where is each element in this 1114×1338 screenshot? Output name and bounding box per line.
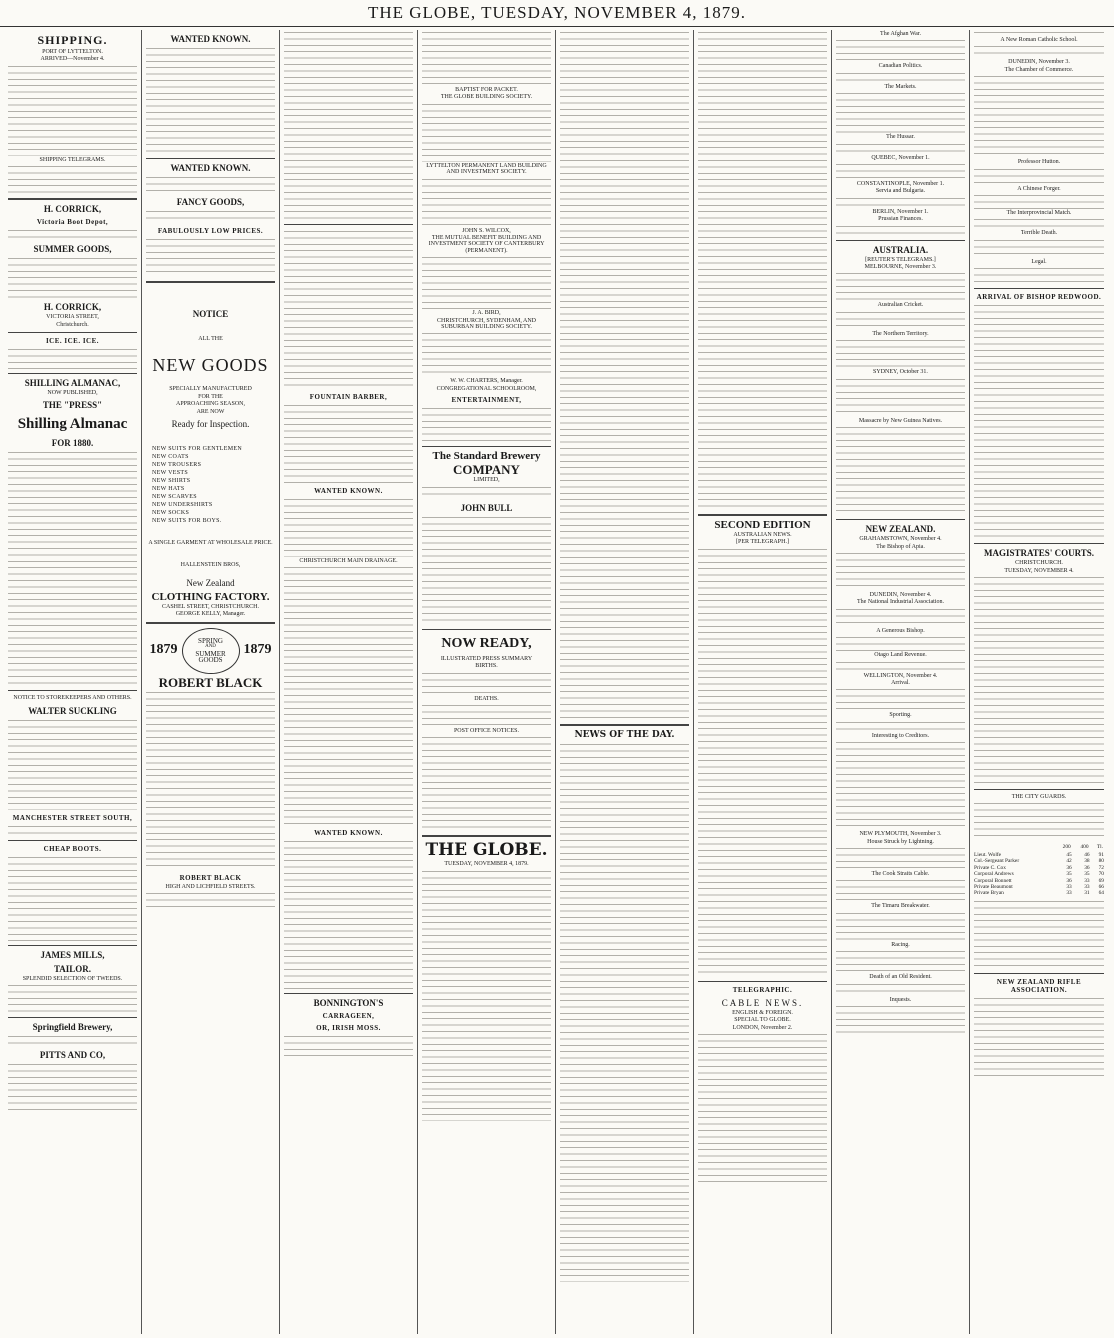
city-guards-text: [974, 801, 1104, 841]
goods-list-item: NEW HATS: [152, 486, 185, 493]
the-globe-heading: THE GLOBE.: [425, 840, 548, 861]
column-4: [418, 30, 556, 1334]
packet-text: [422, 30, 551, 86]
fountain-barber: FOUNTAIN BARBER,: [309, 393, 388, 401]
new-zealand-heading: New Zealand: [186, 577, 235, 588]
carrageen-heading: CARRAGEEN,: [322, 1012, 375, 1021]
divider: [836, 519, 965, 520]
divider: [422, 835, 551, 837]
james-mills-heading: JAMES MILLS,: [40, 949, 105, 960]
dunedin-dateline-2: DUNEDIN, November 3.: [1008, 59, 1070, 66]
cheap-boots-heading: CHEAP BOOTS.: [43, 844, 102, 853]
scores-table: [974, 843, 1104, 896]
approaching-season: APPROACHING SEASON,: [175, 401, 245, 408]
new-plymouth-dateline: NEW PLYMOUTH, November 3.: [859, 831, 942, 838]
robert-black-heading-2: ROBERT BLACK: [179, 873, 242, 882]
single-garment: A SINGLE GARMENT AT WHOLESALE PRICE.: [148, 540, 273, 547]
cashel-street: CASHEL STREET, CHRISTCHURCH.: [161, 603, 259, 610]
divider: [974, 288, 1104, 289]
english-foreign: ENGLISH & FOREIGN.: [732, 1009, 793, 1016]
generous-bishop: A Generous Bishop.: [876, 627, 925, 634]
inquests-text: [836, 1004, 965, 1034]
table-cell: Private Bryan: [974, 890, 1004, 897]
summer-goods-heading: SUMMER GOODS,: [33, 244, 112, 255]
hussar: The Hussar.: [886, 134, 915, 141]
press-heading: THE "PRESS": [42, 400, 103, 411]
christchurch-bs-text: [422, 331, 551, 377]
inquests: Inquests.: [889, 996, 912, 1003]
globe-date: TUESDAY, NOVEMBER 4, 1879.: [444, 861, 529, 868]
city-guards-heading: THE CITY GUARDS.: [1011, 794, 1067, 801]
column-1: [4, 30, 142, 1334]
year-left: 1879: [149, 642, 178, 658]
splendid-selection: SPLENDID SELECTION OF TWEEDS.: [22, 975, 123, 982]
goods-list-item: NEW SOCKS: [152, 510, 190, 517]
afghan-war: The Afghan War.: [880, 31, 921, 37]
corrick-address: VICTORIA STREET,: [46, 314, 99, 321]
rifle-association-heading: NEW ZEALAND RIFLE ASSOCIATION.: [996, 977, 1082, 994]
wanted-known-heading-3: WANTED KNOWN.: [314, 487, 383, 495]
wilcox: JOHN S. WILCOX,: [462, 227, 511, 234]
news-of-the-day-heading: NEWS OF THE DAY.: [574, 730, 675, 740]
for-1880: FOR 1880.: [51, 438, 94, 449]
clothing-factory-heading: CLOTHING FACTORY.: [151, 590, 270, 603]
column-7: [832, 30, 970, 1334]
for-the: FOR THE: [198, 393, 223, 400]
table-cell: 31: [1084, 890, 1090, 897]
wanted-notices-text-4: [284, 497, 413, 557]
sporting-text: [836, 720, 965, 732]
manchester-street: MANCHESTER STREET SOUTH,: [12, 813, 133, 822]
entertainment-heading: ENTERTAINMENT,: [451, 396, 522, 405]
magistrates-courts-heading: MAGISTRATES' COURTS.: [983, 548, 1095, 559]
table-header-cell: Tl.: [1096, 844, 1103, 851]
catholic-text: [974, 44, 1104, 58]
death-old-resident: Death of an Old Resident.: [869, 974, 932, 981]
canadian-text: [836, 71, 965, 83]
wanted-known-heading: WANTED KNOWN.: [170, 34, 251, 44]
cable-news-text: [698, 1032, 827, 1182]
divider: [698, 514, 827, 516]
sporting: Sporting.: [889, 712, 912, 719]
globe-building-society: THE GLOBE BUILDING SOCIETY.: [440, 94, 533, 101]
robert-black-text: [146, 690, 275, 870]
table-cell: 35: [1066, 871, 1072, 878]
national-text: [836, 607, 965, 627]
hussar-text: [836, 142, 965, 154]
table-cell: 33: [1066, 883, 1072, 890]
divider: [836, 240, 965, 241]
cricket-text: [836, 310, 965, 330]
table-cell: 33: [1066, 890, 1072, 897]
table-row: [974, 890, 1104, 896]
massacre-text: [836, 425, 965, 515]
news-of-the-day-text: [560, 742, 689, 1282]
divider: [284, 993, 413, 994]
telegraphic-heading: TELEGRAPHIC.: [732, 985, 793, 994]
notice-storekeepers: NOTICE TO STOREKEEPERS AND OTHERS.: [13, 695, 132, 702]
cable-news-heading: CABLE NEWS.: [721, 997, 804, 1008]
kelly-manager: GEORGE KELLY, Manager.: [175, 611, 246, 618]
divider: [8, 198, 137, 200]
second-edition-heading: SECOND EDITION: [714, 519, 811, 531]
arrival-bishop-heading: ARRIVAL OF BISHOP REDWOOD.: [976, 293, 1102, 302]
tuesday-date: TUESDAY, NOVEMBER 4.: [1004, 567, 1074, 574]
limited: LIMITED,: [473, 477, 500, 484]
company-heading: COMPANY: [453, 462, 520, 478]
cable-text: [836, 878, 965, 902]
tailor-heading: TAILOR.: [53, 963, 92, 974]
wanted-notices-text-6: [284, 839, 413, 989]
deaths-text: [422, 703, 551, 727]
goods-list-item: NEW SCARVES: [152, 494, 197, 501]
divider: [974, 543, 1104, 544]
table-header-cell: [974, 843, 1054, 851]
lyttelton-text: [422, 177, 551, 227]
divider: [560, 724, 689, 726]
fancy-goods-text-2: [146, 237, 275, 277]
national-industrial: The National Industrial Association.: [857, 599, 944, 606]
goods-list-item: NEW UNDERSHIRTS: [152, 502, 213, 509]
cheap-boots-text: [8, 855, 137, 941]
shipping-telegrams-heading: SHIPPING TELEGRAMS.: [39, 156, 106, 163]
table-cell: 80: [1098, 858, 1104, 865]
wanted-known-heading-4: WANTED KNOWN.: [314, 829, 383, 838]
table-cell: 91: [1098, 851, 1104, 858]
wanted-known-heading-2: WANTED KNOWN.: [170, 163, 251, 173]
wanted-known-text-2: [146, 175, 275, 193]
high-lichfield: HIGH AND LICHFIELD STREETS.: [165, 883, 256, 890]
now-ready-heading: NOW READY,: [441, 635, 532, 651]
notice-heading: NOTICE: [192, 309, 229, 319]
chamber-commerce: The Chamber of Commerce.: [1004, 66, 1074, 73]
table-cell: 70: [1098, 871, 1104, 878]
bishop-apia: The Bishop of Apia.: [876, 543, 925, 550]
prussian-text: [836, 224, 965, 236]
ice-text: [8, 347, 137, 369]
canadian-politics: Canadian Politics.: [878, 63, 923, 70]
christchurch-building-society: CHRISTCHURCH, SYDENHAM, AND SUBURBAN BUILDING SOCIETY.: [436, 317, 536, 331]
per-telegraph: [PER TELEGRAPH.]: [736, 539, 789, 546]
table-cell: 46: [1084, 851, 1090, 858]
main-drainage: CHRISTCHURCH MAIN DRAINAGE.: [299, 558, 398, 564]
quebec-dateline: QUEBEC, November 1.: [871, 154, 930, 161]
standard-brewery-heading: The Standard Brewery: [432, 450, 541, 463]
northern-territory: The Northern Territory.: [872, 330, 929, 337]
newspaper-masthead: THE GLOBE, TUESDAY, NOVEMBER 4, 1879.: [0, 0, 1114, 27]
congregational-schoolroom: CONGREGATIONAL SCHOOLROOM,: [436, 385, 537, 392]
suckling-text: [8, 718, 137, 810]
divider: [8, 373, 137, 374]
afghan-text: [836, 38, 965, 62]
specially-manufactured: SPECIALLY MANUFACTURED: [169, 386, 252, 393]
new-goods-heading: NEW GOODS: [152, 355, 269, 376]
breakwater-text: [836, 911, 965, 941]
melbourne-dateline: MELBOURNE, November 3.: [864, 264, 937, 271]
illustrated-press-summary: ILLUSTRATED PRESS SUMMARY: [440, 655, 533, 662]
almanac-title: SHILLING ALMANAC,: [24, 378, 121, 389]
now-published: NOW PUBLISHED,: [47, 390, 98, 397]
year-right: 1879: [243, 642, 272, 658]
pitts-heading: PITTS AND CO,: [39, 1050, 106, 1061]
goods-list-item: NEW SUITS FOR GENTLEMEN: [152, 446, 242, 453]
table-cell: 36: [1066, 877, 1072, 884]
servia-text: [836, 196, 965, 208]
arrivals-heading: ARRIVED—November 4.: [40, 56, 105, 63]
table-cell: 69: [1098, 877, 1104, 884]
shilling-almanac-heading: Shilling Almanac: [17, 416, 128, 433]
walter-suckling: WALTER SUCKLING: [28, 705, 117, 716]
new-zealand-heading-2: NEW ZEALAND.: [865, 524, 936, 535]
sydney-dateline: SYDNEY, October 31.: [873, 369, 928, 376]
rifle-text: [974, 996, 1104, 1076]
prussian-finances: Prussian Finances.: [878, 216, 923, 223]
arrival-text: [836, 687, 965, 711]
goods-list-item: NEW SHIRTS: [152, 478, 191, 485]
otago-land-revenue: Otago Land Revenue.: [874, 652, 927, 659]
interprovincial-match: The Interprovincial Match.: [1006, 210, 1072, 217]
quebec-text: [836, 162, 965, 180]
pitts-text: [8, 1062, 137, 1112]
bonnington-heading: BONNINGTON'S: [313, 998, 384, 1009]
table-cell: Private C. Cox: [974, 864, 1006, 871]
summer-label: SUMMER: [195, 649, 226, 658]
charters-manager: W. W. CHARTERS, Manager.: [450, 378, 523, 385]
brewery-text-2: [422, 515, 551, 625]
grahamstown-dateline: GRAHAMSTOWN, November 4.: [859, 536, 942, 543]
divider: [8, 840, 137, 841]
table-header-cell: 400: [1080, 844, 1089, 851]
melbourne-text: [836, 271, 965, 301]
divider: [146, 158, 275, 159]
corrick-city: Christchurch.: [56, 321, 89, 328]
special-to-globe: SPECIAL TO GLOBE.: [734, 1017, 791, 1024]
table-cell: Private Beaumont: [974, 883, 1013, 890]
divider: [284, 224, 413, 225]
table-cell: 66: [1098, 883, 1104, 890]
corrick-heading-2: H. CORRICK,: [43, 302, 102, 313]
table-cell: Col.-Sergeant Parker: [974, 858, 1020, 865]
news-continued-text: [698, 30, 827, 510]
mutual-text: [422, 255, 551, 309]
entertainment-text: [422, 406, 551, 442]
springfield-text: [8, 1034, 137, 1046]
cook-strait-cable: The Cook Straits Cable.: [871, 870, 930, 877]
scores-text: [974, 899, 1104, 969]
bishop-text: [974, 303, 1104, 539]
wanted-notices-text-3: [284, 403, 413, 483]
divider: [422, 446, 551, 447]
london-dateline: LONDON, November 2.: [732, 1024, 793, 1031]
post-office-text: [422, 735, 551, 831]
mutual-benefit-society: THE MUTUAL BENEFIT BUILDING AND INVESTMENT SOCIETY OF CANTERBURY (PERMANENT).: [428, 235, 545, 254]
divider: [974, 973, 1104, 974]
summer-goods-text: [8, 256, 137, 298]
ice-heading: ICE. ICE. ICE.: [45, 337, 100, 346]
divider: [146, 281, 275, 283]
corrick-text: [8, 228, 137, 240]
port-heading: PORT OF LYTTELTON.: [42, 49, 103, 55]
column-2: [142, 30, 280, 1334]
all-the: ALL THE: [198, 336, 223, 342]
legal: Legal.: [1031, 258, 1047, 265]
otago-text: [836, 660, 965, 672]
hutton-text: [974, 167, 1104, 185]
new-goods-list: [146, 445, 275, 525]
christchurch-court: CHRISTCHURCH.: [1015, 560, 1063, 567]
column-5: [556, 30, 694, 1334]
and-label: AND: [205, 644, 216, 650]
servia-bulgaria: Servia and Bulgaria.: [875, 188, 926, 195]
berlin-dateline: BERLIN, November 1.: [872, 208, 929, 215]
almanac-text: [8, 450, 137, 686]
markets: The Markets.: [884, 83, 917, 90]
table-cell: 45: [1066, 851, 1072, 858]
goods-list-item: NEW SUITS FOR BOYS.: [152, 518, 222, 525]
editorial-text: [422, 869, 551, 1121]
deaths-heading: DEATHS.: [474, 695, 499, 702]
divider: [146, 622, 275, 624]
table-cell: Lieut. Wolfe: [974, 851, 1002, 858]
australian-cricket: Australian Cricket.: [877, 302, 924, 309]
reuters-telegrams: [REUTER'S TELEGRAMS.]: [865, 256, 936, 263]
interprovincial-text: [974, 217, 1104, 229]
table-cell: 36: [1084, 864, 1090, 871]
apia-text: [836, 551, 965, 591]
irish-moss-heading: OR, IRISH MOSS.: [316, 1024, 381, 1033]
births-text: [422, 671, 551, 695]
births-heading: BIRTHS.: [475, 663, 498, 670]
table-cell: 72: [1098, 864, 1104, 871]
springfield-brewery-heading: Springfield Brewery,: [32, 1022, 113, 1033]
australia-heading: AUSTRALIA.: [872, 244, 929, 255]
newspaper-page: [4, 30, 1110, 1334]
table-cell: 38: [1084, 858, 1090, 865]
spring-label: SPRING: [198, 636, 223, 645]
column-8: [970, 30, 1108, 1334]
lyttelton-society: LYTTELTON PERMANENT LAND BUILDING AND INVESTMENT SOCIETY.: [426, 162, 547, 176]
racing: Racing.: [891, 941, 910, 948]
table-header-cell: 200: [1062, 844, 1071, 851]
mills-text: [8, 983, 137, 1013]
terrible-text: [974, 238, 1104, 258]
brewery-text: [422, 485, 551, 499]
corrick-heading: H. CORRICK,: [43, 204, 102, 215]
bonnington-text: [284, 1034, 413, 1058]
magistrates-text: [974, 575, 1104, 785]
editorial-continued-text: [560, 30, 689, 720]
australian-news-text: [698, 547, 827, 977]
divider: [698, 981, 827, 982]
generous-text: [836, 635, 965, 651]
lightning-text: [836, 846, 965, 870]
wanted-notices-text-2: [284, 229, 413, 389]
divider: [422, 629, 551, 630]
divider: [974, 789, 1104, 790]
timaru-breakwater: The Timaru Breakwater.: [871, 903, 930, 910]
dunedin-dateline: DUNEDIN, November 4.: [869, 591, 932, 598]
ready-for-inspection: Ready for Inspection.: [171, 419, 250, 430]
chinese-forger: A Chinese Forger.: [1017, 185, 1061, 192]
interesting-creditors: Interesting to Creditors.: [871, 732, 930, 739]
column-6: [694, 30, 832, 1334]
house-struck-lightning: House Struck by Lightning.: [867, 838, 934, 845]
wellington-dateline: WELLINGTON, November 4.: [863, 672, 938, 679]
divider: [8, 945, 137, 946]
creditors-text: [836, 740, 965, 830]
wanted-notices-text: [284, 30, 413, 220]
john-bull-heading: JOHN BULL: [460, 502, 513, 513]
goods-label: GOODS: [198, 656, 223, 665]
baptist-packet: BAPTIST FOR PACKET.: [455, 87, 518, 93]
wanted-notices-text-5: [284, 565, 413, 825]
table-cell: 35: [1084, 871, 1090, 878]
shipping-text: [8, 64, 137, 156]
column-3: [280, 30, 418, 1334]
divider: [8, 690, 137, 691]
table-cell: 64: [1098, 890, 1104, 897]
spring-summer-oval: [182, 628, 240, 674]
australian-news: AUSTRALIAN NEWS.: [733, 532, 792, 538]
table-cell: Corporal Andrews: [974, 871, 1014, 878]
shipping-heading: SHIPPING.: [37, 33, 108, 47]
death-text: [836, 982, 965, 996]
legal-text: [974, 266, 1104, 284]
racing-text: [836, 949, 965, 973]
table-cell: 42: [1066, 858, 1072, 865]
fancy-goods-text: [146, 209, 275, 223]
spring-summer-banner: [146, 628, 275, 674]
building-society-text: [422, 102, 551, 162]
table-cell: Corporal Bonnett: [974, 877, 1012, 884]
professor-hutton: Professor Hutton.: [1017, 159, 1061, 166]
table-cell: 33: [1084, 877, 1090, 884]
northern-text: [836, 338, 965, 368]
sydney-text: [836, 377, 965, 417]
victoria-boot-depot: Victoria Boot Depot,: [36, 218, 109, 227]
catholic-school: A New Roman Catholic School.: [1000, 37, 1078, 43]
chamber-text: [974, 74, 1104, 158]
goods-list-item: NEW COATS: [152, 454, 189, 461]
new-guinea-massacre: Massacre by New Guinea Natives.: [858, 417, 943, 424]
manchester-text: [8, 824, 137, 836]
arrival: Arrival.: [891, 679, 910, 686]
telegrams-text: [8, 164, 137, 194]
robert-black-heading: ROBERT BLACK: [158, 674, 263, 690]
verdict-text: [974, 30, 1104, 36]
terrible-death: Terrible Death.: [1020, 230, 1058, 237]
goods-list-item: NEW TROUSERS: [152, 462, 202, 469]
forger-text: [974, 193, 1104, 209]
table-cell: 33: [1084, 883, 1090, 890]
goods-list-item: NEW VESTS: [152, 470, 188, 477]
bird-secretary: J. A. BIRD,: [472, 310, 501, 317]
divider: [8, 1017, 137, 1018]
markets-text: [836, 91, 965, 133]
are-now: ARE NOW: [196, 408, 225, 415]
fancy-goods-heading: FANCY GOODS,: [176, 197, 245, 207]
hallenstein: HALLENSTEIN BROS,: [180, 562, 241, 569]
constantinople-dateline: CONSTANTINOPLE, November 1.: [856, 181, 945, 188]
post-office-notices: POST OFFICE NOTICES.: [453, 727, 520, 734]
robert-black-text-2: [146, 891, 275, 911]
wanted-known-text: [146, 46, 275, 154]
table-cell: 36: [1066, 864, 1072, 871]
low-prices-heading: FABULOUSLY LOW PRICES.: [157, 227, 264, 235]
divider: [8, 332, 137, 333]
